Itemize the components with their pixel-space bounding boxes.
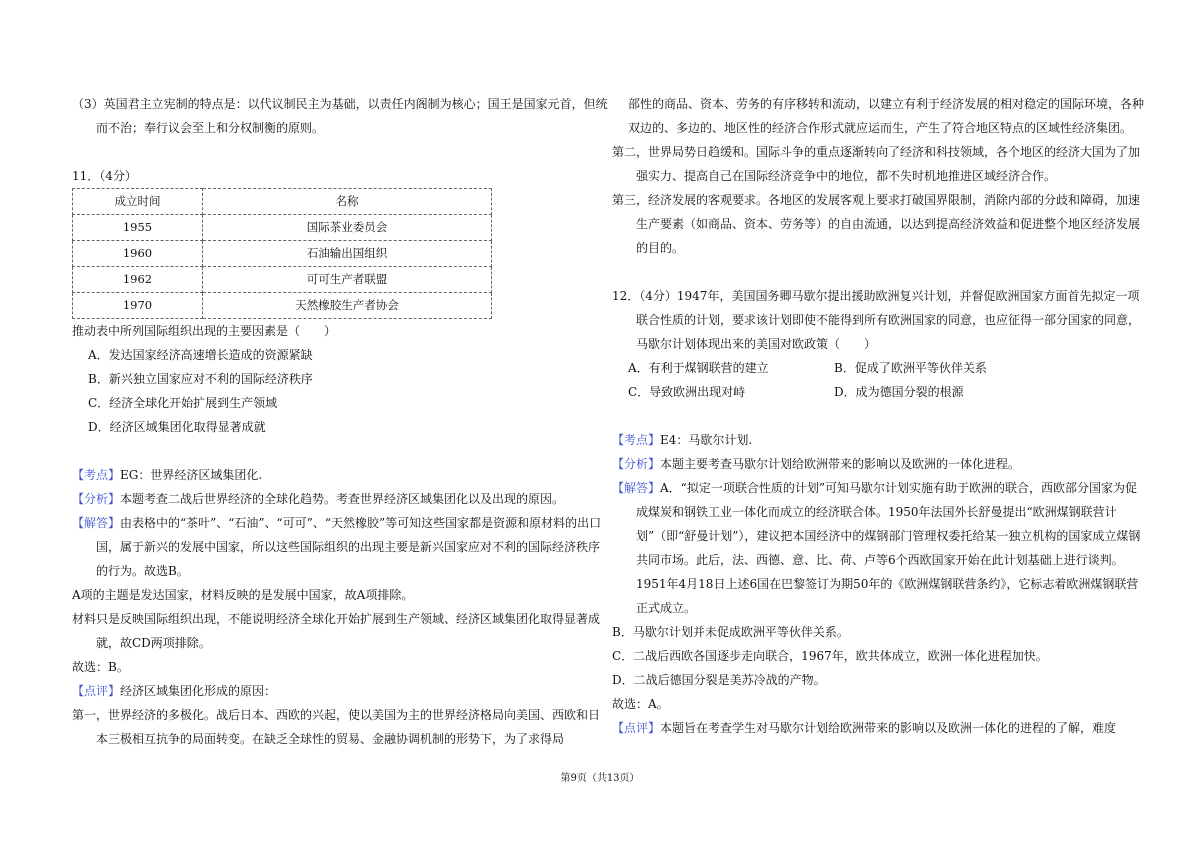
- q12-line-d: D．二战后德国分裂是美苏冷战的产物。: [612, 673, 826, 687]
- table-cell: 1962: [73, 267, 203, 293]
- q12-option-b: B．促成了欧洲平等伙伴关系: [834, 361, 987, 375]
- right-column: [612, 92, 1148, 740]
- kaodian-text: E4：马歇尔计划.: [660, 433, 753, 447]
- reason-first: 第一，世界经济的多极化。战后日本、西欧的兴起，使以美国为主的世界经济格局向美国、西欧和日本三极相互抗争的局面转变。在缺乏全球性的贸易、金融协调机制的形势下，为了求得局: [72, 708, 601, 746]
- q12-options-row: [612, 380, 1148, 404]
- table-header: 成立时间: [73, 189, 203, 215]
- q11-jieda: [72, 511, 608, 583]
- fenxi-tag: 【分析】: [72, 492, 121, 506]
- table-cell: 1960: [73, 241, 203, 267]
- q10-part3-answer: （3）英国君主立宪制的特点是：以代议制民主为基础，以责任内阁制为核心；国王是国家元首，但统而不治；奉行议会至上和分权制衡的原则。: [72, 97, 608, 135]
- q12-options-row: [612, 356, 1148, 380]
- reason-third: 第三，经济发展的客观要求。各地区的发展客观上要求打破国界限制，消除内部的分歧和障碍，加速生产要素（如商品、资本、劳务等）的自由流通，以达到提高经济效益和促进整个地区经济发展的目的。: [612, 193, 1141, 255]
- organization-table: [72, 188, 492, 319]
- q12-option-a: A．有利于煤钢联营的建立: [628, 361, 769, 375]
- q12-stem: 12．（4分）1947年，美国国务卿马歇尔提出援助欧洲复兴计划，并督促欧洲国家方面首先拟定一项联合性质的计划，要求该计划即使不能得到所有欧洲国家的同意，也应征得一部分国家的同意，马歇尔计划体现出来的美国对欧政策（ ）: [612, 289, 1141, 351]
- dianping-text: 本题旨在考查学生对马歇尔计划给欧洲带来的影响以及欧洲一体化的进程的了解，难度: [660, 721, 1117, 735]
- q12-fenxi: [612, 452, 1148, 476]
- dianping-tag: 【点评】: [72, 684, 121, 698]
- kaodian-text: EG：世界经济区域集团化.: [120, 468, 263, 482]
- table-cell: 国际茶业委员会: [202, 215, 491, 241]
- q11-line-a: A项的主题是发达国家，材料反映的是发展中国家，故A项排除。: [72, 588, 414, 602]
- q11-option-b: B．新兴独立国家应对不利的国际经济秩序: [88, 372, 313, 386]
- q11-option-a: A．发达国家经济高速增长造成的资源紧缺: [88, 348, 313, 362]
- q12-dianping: [612, 716, 1148, 740]
- page-footer: 第9页（共13页）: [560, 773, 640, 784]
- table-cell: 1970: [73, 293, 203, 319]
- reason-second: 第二，世界局势日趋缓和。国际斗争的重点逐渐转向了经济和科技领域，各个地区的经济大国为了加强实力、提高自己在国际经济竞争中的地位，都不失时机地推进区域经济合作。: [612, 145, 1141, 183]
- table-cell: 石油输出国组织: [202, 241, 491, 267]
- q11-answer: 故选：B。: [72, 660, 129, 674]
- kaodian-tag: 【考点】: [612, 433, 661, 447]
- q12-option-c: C．导致欧洲出现对峙: [628, 385, 746, 399]
- table-header-row: [73, 189, 492, 215]
- q11-option-c: C．经济全球化开始扩展到生产领域: [88, 396, 278, 410]
- q12-answer: 故选：A。: [612, 697, 669, 711]
- kaodian-tag: 【考点】: [72, 468, 121, 482]
- q11-kaodian: [72, 463, 608, 487]
- jieda-tag: 【解答】: [612, 481, 661, 495]
- q11-stem: 推动表中所列国际组织出现的主要因素是（ ）: [72, 324, 337, 338]
- reason-first-continued: 部性的商品、资本、劳务的有序移转和流动，以建立有利于经济发展的相对稳定的国际环境，各种双边的、多边的、地区性的经济合作形式就应运而生，产生了符合地区特点的区域性经济集团。: [628, 97, 1145, 135]
- table-cell: 1955: [73, 215, 203, 241]
- q11-option-d: D．经济区域集团化取得显著成就: [88, 420, 266, 434]
- fenxi-text: 本题考查二战后世界经济的全球化趋势。考查世界经济区域集团化以及出现的原因。: [120, 492, 565, 506]
- jieda-text: A．“拟定一项联合性质的计划”可知马歇尔计划实施有助于欧洲的联合，西欧部分国家为促成煤炭和钢铁工业一体化而成立的经济联合体。1950年法国外长舒曼提出“欧洲煤钢联营计划”（即“舒曼计划”），建议把本国经济中的煤钢部门管理权委托给某一独立机构的国家成立煤钢共同市场。此后，法、西德、意、比、荷、卢等6个西欧国家开始在此计划基础上进行谈判。1951年4月18日上述6国在巴黎签订为期50年的《欧洲煤钢联营条约》，它标志着欧洲煤钢联营正式成立。: [636, 481, 1141, 615]
- q11-fenxi: [72, 487, 608, 511]
- table-cell: 天然橡胶生产者协会: [202, 293, 491, 319]
- q11-heading: 11．（4分）: [72, 169, 137, 183]
- q11-line-cd: 材料只是反映国际组织出现，不能说明经济全球化开始扩展到生产领域、经济区域集团化取得显著成就，故CD两项排除。: [72, 612, 601, 650]
- jieda-text: 由表格中的“茶叶”、“石油”、“可可”、“天然橡胶”等可知这些国家都是资源和原材料的出口国，属于新兴的发展中国家，所以这些国际组织的出现主要是新兴国家应对不利的国际经济秩序的行为。故选B。: [96, 516, 602, 578]
- fenxi-text: 本题主要考查马歇尔计划给欧洲带来的影响以及欧洲的一体化进程。: [660, 457, 1021, 471]
- table-row: [73, 267, 492, 293]
- table-cell: 可可生产者联盟: [202, 267, 491, 293]
- dianping-text: 经济区域集团化形成的原因：: [120, 684, 277, 698]
- table-row: [73, 241, 492, 267]
- q12-line-c: C．二战后西欧各国逐步走向联合，1967年，欧共体成立，欧洲一体化进程加快。: [612, 649, 1048, 663]
- dianping-tag: 【点评】: [612, 721, 661, 735]
- table-row: [73, 293, 492, 319]
- table-header: 名称: [202, 189, 491, 215]
- fenxi-tag: 【分析】: [612, 457, 661, 471]
- jieda-tag: 【解答】: [72, 516, 121, 530]
- q12-kaodian: [612, 428, 1148, 452]
- left-column: [72, 92, 608, 751]
- q12-option-d: D．成为德国分裂的根源: [834, 385, 964, 399]
- q11-dianping: [72, 679, 608, 703]
- q12-line-b: B．马歇尔计划并未促成欧洲平等伙伴关系。: [612, 625, 849, 639]
- table-row: [73, 215, 492, 241]
- q12-jieda: [612, 476, 1148, 620]
